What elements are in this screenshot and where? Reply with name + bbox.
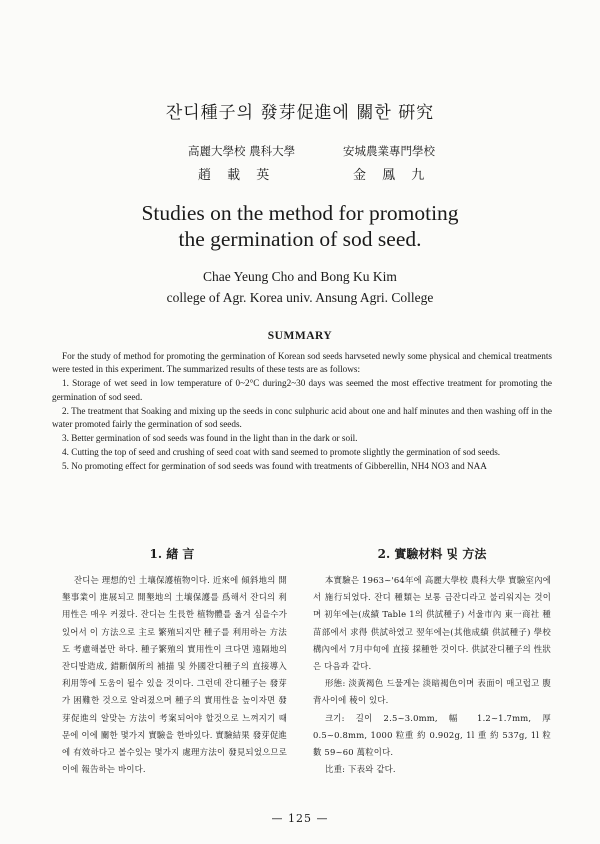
section1-heading: 1. 緖 言 (149, 547, 195, 561)
english-authors: Chae Yeung Cho and Bong Ku Kim (203, 269, 397, 284)
summary-heading: SUMMARY (267, 330, 333, 342)
section2-item: 比重: 下表와 같다. (325, 764, 396, 775)
summary-item: 2. The treatment that Soaking and mixing up the seeds in conc sulphuric acid about one and half minutes and then washing off in the water promoted fairly the germination of sod seeds. (52, 405, 552, 430)
english-affiliation: college of Agr. Korea univ. Ansung Agri. College (166, 290, 434, 305)
author-right: 金 鳳 九 (353, 168, 431, 183)
section2-item: 크기: 길이 2.5~3.0mm, 幅 1.2~1.7mm, 厚 0.5~0.8mm, 1000 粒重 約 0.902g, 1l 重 約 537g, 1l 粒數 59~60 萬粒이다. (313, 712, 551, 758)
summary-body (52, 350, 552, 474)
section2-paragraph: 本實驗은 1963~'64年에 高麗大學校 農科大學 實驗室內에서 施行되었다. 잔디 種類는 보통 금잔디라고 불리워지는 것이며 初年에는(成績 Table 1의 供試種子) 서울市內 東一商社 種苗部에서 求得 供試하였고 翌年에는(其他成績 供試種子) 學校構內에서 7月中旬에 直接 採種한 것이다. 供試잔디種子의 性狀은 다음과 같다. (313, 575, 551, 672)
page-number: — 125 — (271, 812, 329, 825)
institution-left: 高麗大學校 農科大學 (188, 144, 296, 158)
summary-item: 4. Cutting the top of seed and crushing of seed coat with sand seemed to promote slightly the germination of sod seeds. (62, 447, 501, 458)
section1-paragraph: 잔디는 理想的인 土壤保護植物이다. 近來에 傾斜地의 開墾事業이 進展되고 開墾地의 土壤保護를 爲해서 잔디의 利用性은 매우 커졌다. 잔디는 生長한 植物體를 옮겨 심을수가 있어서 이 方法으로 主로 繁殖되지만 種子를 利用하는 方法도 考慮해볼만 하다. 種子繁殖의 實用性이 크다면 遠隔地의 잔디발造成, 錯斷個所의 補描 및 外國잔디種子의 直接導入 利用等에 도움이 될수 있을 것이다. 그런데 잔디種子는 發芽가 困難한 것으로 알려졌으며 種子의 實用性을 높이자면 發芽促進의 알맞는 方法이 考案되어야 할것으로 느껴지기 때문에 이에 關한 몇가지 實驗을 한바있다. 實驗結果 發芽促進에 有效하다고 볼수있는 몇가지 處理方法이 發見되었으므로 이에 報告하는 바이다. (62, 575, 287, 775)
author-left: 趙 載 英 (198, 168, 276, 183)
section1-column (62, 572, 287, 778)
english-title-line2: the germination of sod seed. (178, 227, 422, 251)
section2-heading: 2. 實驗材料 및 方法 (377, 547, 487, 561)
summary-item: 3. Better germination of sod seeds was found in the light than in the dark or soil. (62, 433, 358, 444)
english-title-line1: Studies on the method for promoting (141, 201, 459, 225)
affiliation-right (343, 143, 435, 183)
institution-right: 安城農業專門學校 (343, 144, 435, 158)
section2-column (313, 572, 551, 778)
english-authors-block (0, 266, 600, 308)
affiliation-left (188, 143, 295, 183)
korean-title: 잔디種子의 發芽促進에 關한 硏究 (165, 103, 435, 123)
summary-item: 1. Storage of wet seed in low temperature of 0~2°C during2~30 days was seemed the most effective treatment for promoting the germination of sod seed. (52, 378, 552, 402)
section2-item: 形態: 淡黃褐色 드물게는 淡暗褐色이며 表面이 매고럽고 腹背사이에 稜이 있다. (313, 678, 551, 706)
summary-intro: For the study of method for promoting the germination of Korean sod seeds harvseted newly some physical and chemical treatments were tested in this experiment. The summarized results of these tests are as follows: (52, 351, 552, 375)
summary-item: 5. No promoting effect for germination of sod seeds was found with treatments of Gibberellin, NH4 NO3 and NAA (62, 461, 487, 472)
english-title (0, 200, 600, 252)
